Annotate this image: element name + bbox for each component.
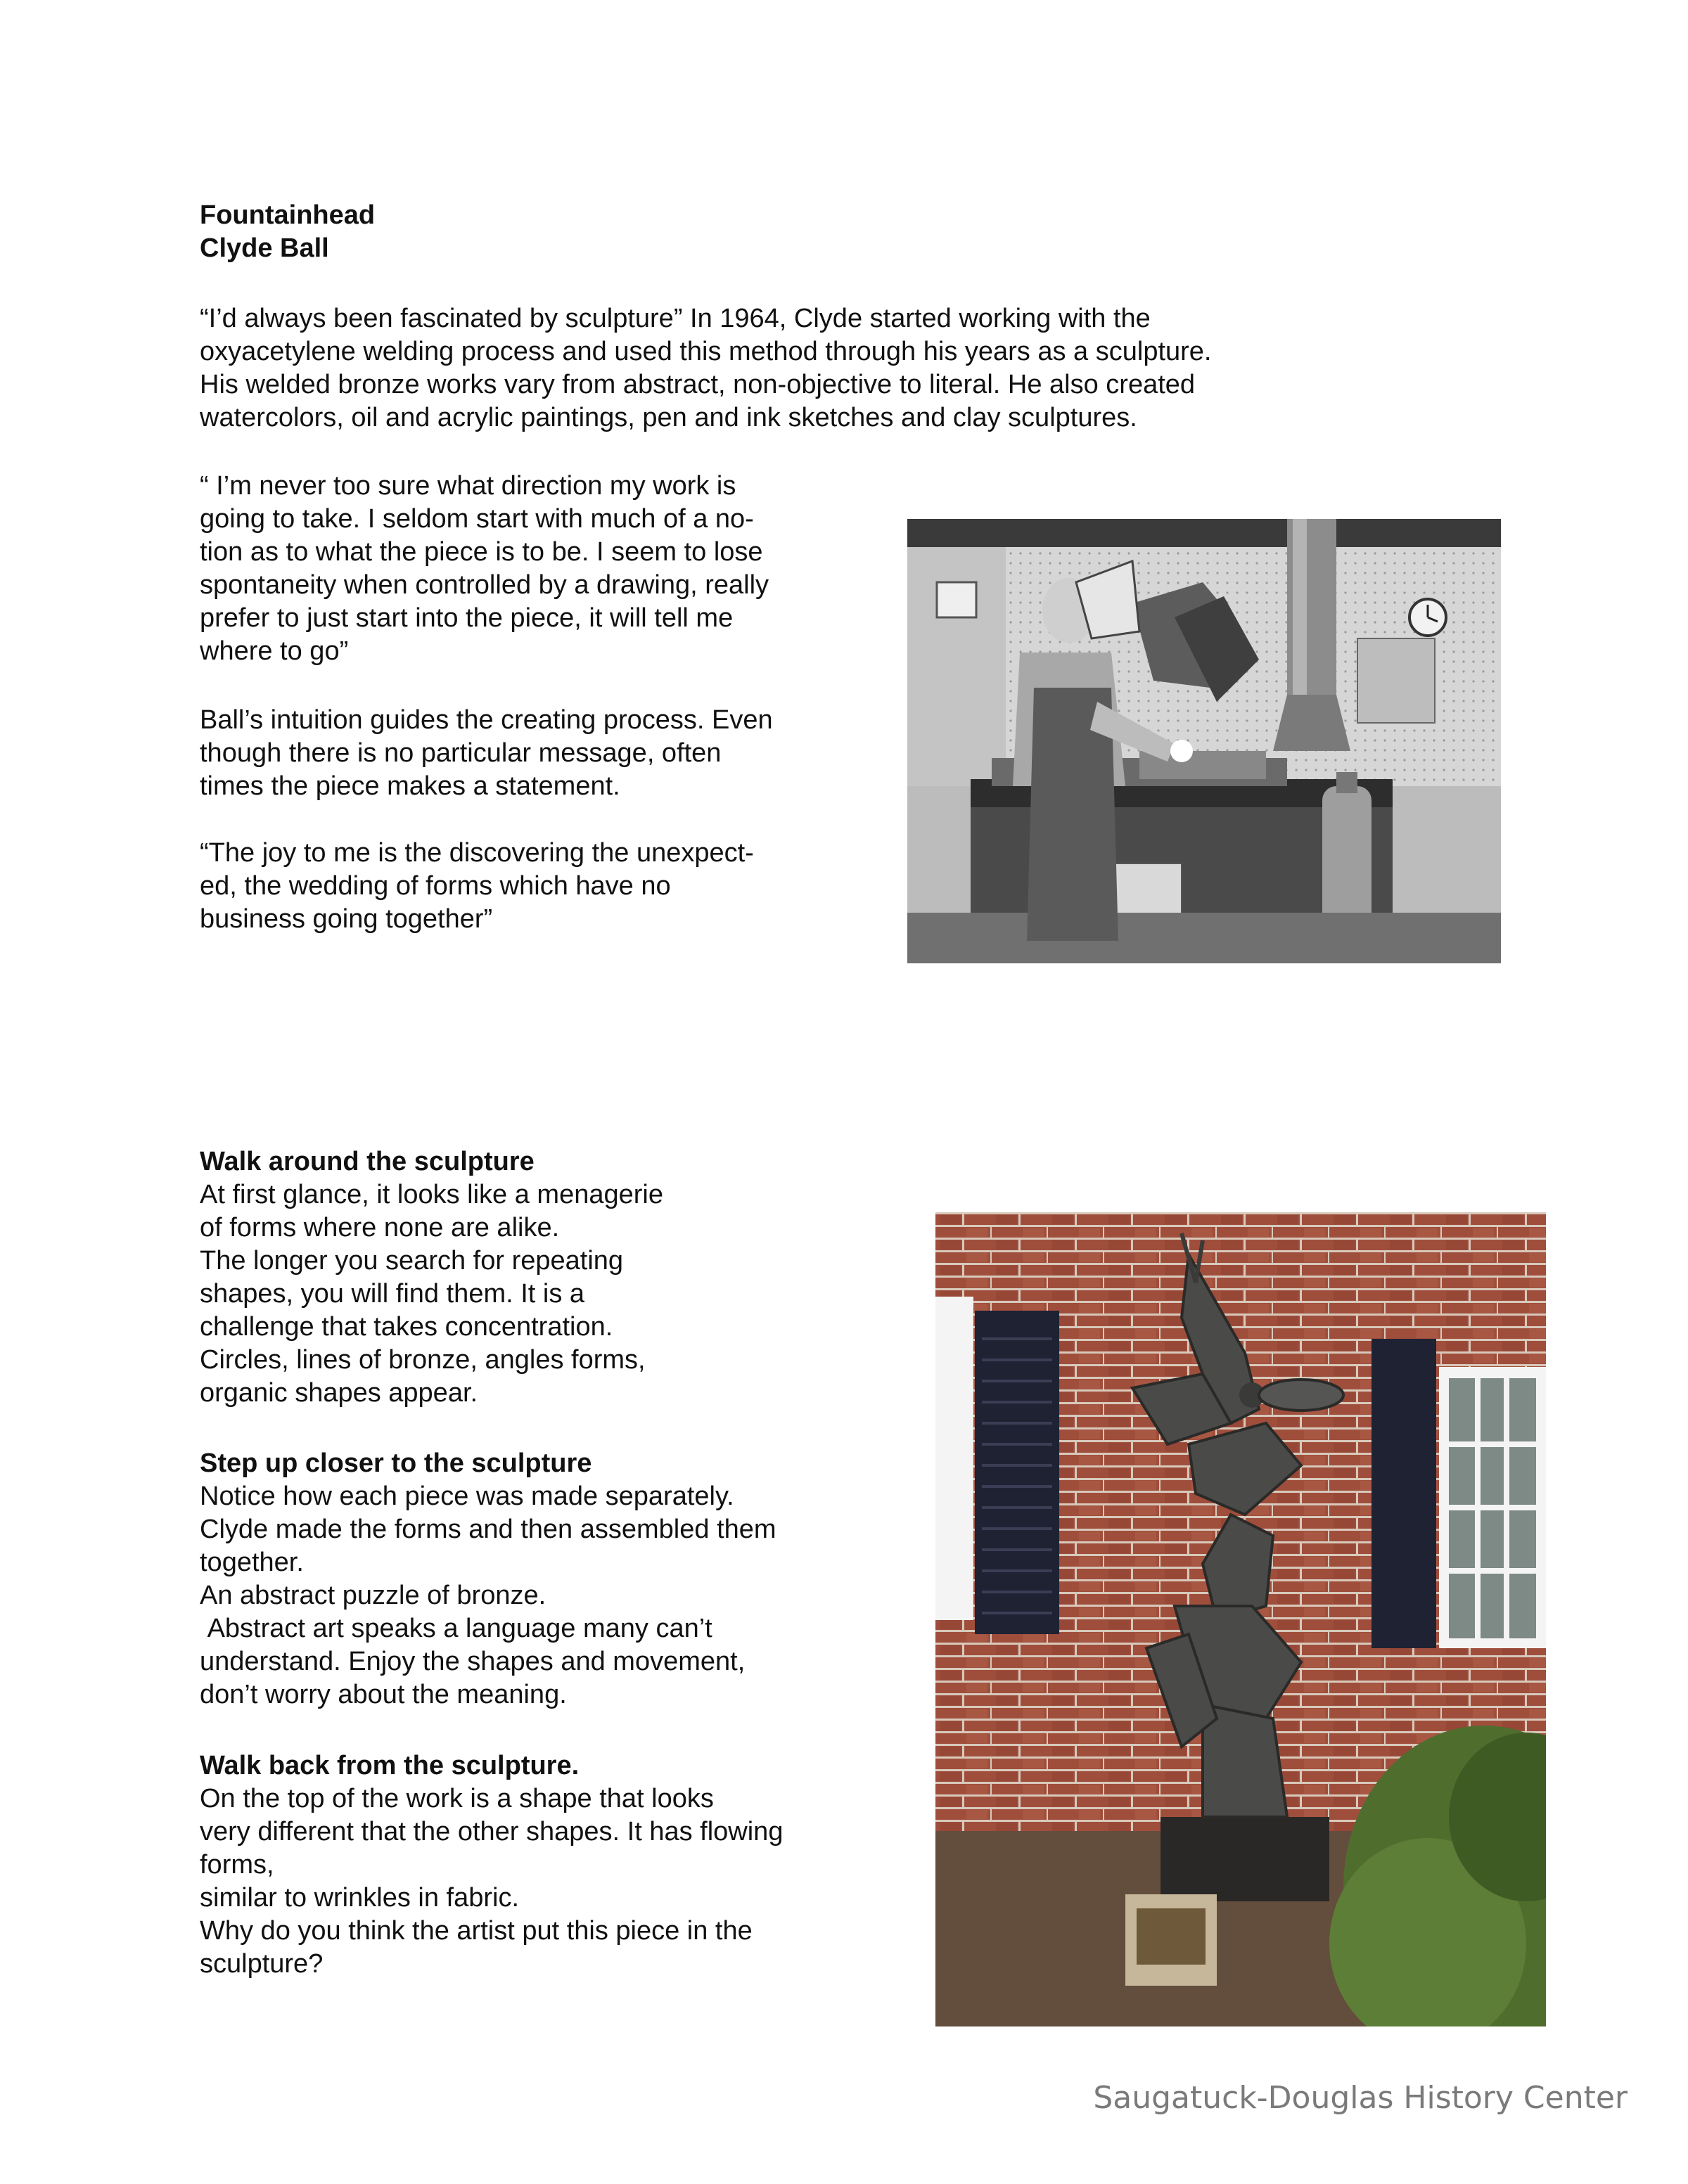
quote-line: tion as to what the piece is to be. I seem to lose [200, 537, 763, 567]
section-line: together. [200, 1548, 304, 1577]
quote-line: “ I’m never too sure what direction my work is [200, 471, 736, 501]
section-walk-back [200, 1749, 783, 1981]
section-walk-around [200, 1145, 663, 1410]
paragraph-line: though there is no particular message, often [200, 738, 722, 768]
section-line: shapes, you will find them. It is a [200, 1279, 585, 1309]
section-line: At first glance, it looks like a menagerie [200, 1180, 663, 1209]
paragraph-line: times the piece makes a statement. [200, 771, 620, 801]
intro-line: His welded bronze works vary from abstract, non-objective to literal. He also created [200, 370, 1196, 399]
section-line: On the top of the work is a shape that looks [200, 1784, 714, 1813]
title-block [200, 199, 375, 265]
intro-line: oxyacetylene welding process and used this method through his years as a sculpture. [200, 337, 1212, 366]
intro-line: watercolors, oil and acrylic paintings, pen and ink sketches and clay sculptures. [200, 403, 1137, 432]
artist-quote-2 [200, 837, 754, 936]
section-line: An abstract puzzle of bronze. [200, 1581, 546, 1610]
quote-line: going to take. I seldom start with much of a no- [200, 504, 754, 534]
quote-line: ed, the wedding of forms which have no [200, 871, 671, 901]
intuition-paragraph [200, 704, 773, 803]
section-line: Notice how each piece was made separately. [200, 1482, 734, 1511]
section-heading: Step up closer to the sculpture [200, 1448, 592, 1478]
section-heading: Walk back from the sculpture. [200, 1751, 580, 1780]
section-line: very different that the other shapes. It has flowing [200, 1817, 784, 1846]
section-line: similar to wrinkles in fabric. [200, 1883, 519, 1913]
section-line: The longer you search for repeating [200, 1246, 624, 1276]
quote-line: spontaneity when controlled by a drawing, really [200, 570, 769, 600]
artist-name: Clyde Ball [200, 233, 329, 263]
sculpture-photo [935, 1212, 1546, 2026]
section-line: challenge that takes concentration. [200, 1312, 613, 1342]
section-line: understand. Enjoy the shapes and movement, [200, 1647, 746, 1676]
section-line: of forms where none are alike. [200, 1213, 560, 1242]
section-line: Abstract art speaks a language many can’t [200, 1614, 712, 1643]
section-heading: Walk around the sculpture [200, 1147, 535, 1176]
section-line: Circles, lines of bronze, angles forms, [200, 1345, 646, 1375]
footer-credit: Saugatuck-Douglas History Center [1093, 2080, 1628, 2116]
quote-line: business going together” [200, 904, 493, 934]
workshop-photo [907, 519, 1501, 963]
section-line: forms, [200, 1850, 274, 1880]
section-step-closer [200, 1447, 776, 1711]
quote-line: where to go” [200, 636, 349, 666]
intro-paragraph [200, 302, 1212, 435]
section-line: don’t worry about the meaning. [200, 1680, 567, 1709]
section-line: Clyde made the forms and then assembled them [200, 1515, 776, 1544]
section-line: sculpture? [200, 1949, 324, 1979]
quote-line: “The joy to me is the discovering the unexpect- [200, 838, 754, 868]
section-line: Why do you think the artist put this piece in the [200, 1916, 753, 1946]
artist-quote-1 [200, 470, 769, 668]
paragraph-line: Ball’s intuition guides the creating process. Even [200, 705, 773, 735]
page-title: Fountainhead [200, 200, 376, 230]
section-line: organic shapes appear. [200, 1378, 478, 1408]
quote-line: prefer to just start into the piece, it will tell me [200, 603, 734, 633]
intro-line: “I’d always been fascinated by sculpture” In 1964, Clyde started working with the [200, 304, 1151, 333]
